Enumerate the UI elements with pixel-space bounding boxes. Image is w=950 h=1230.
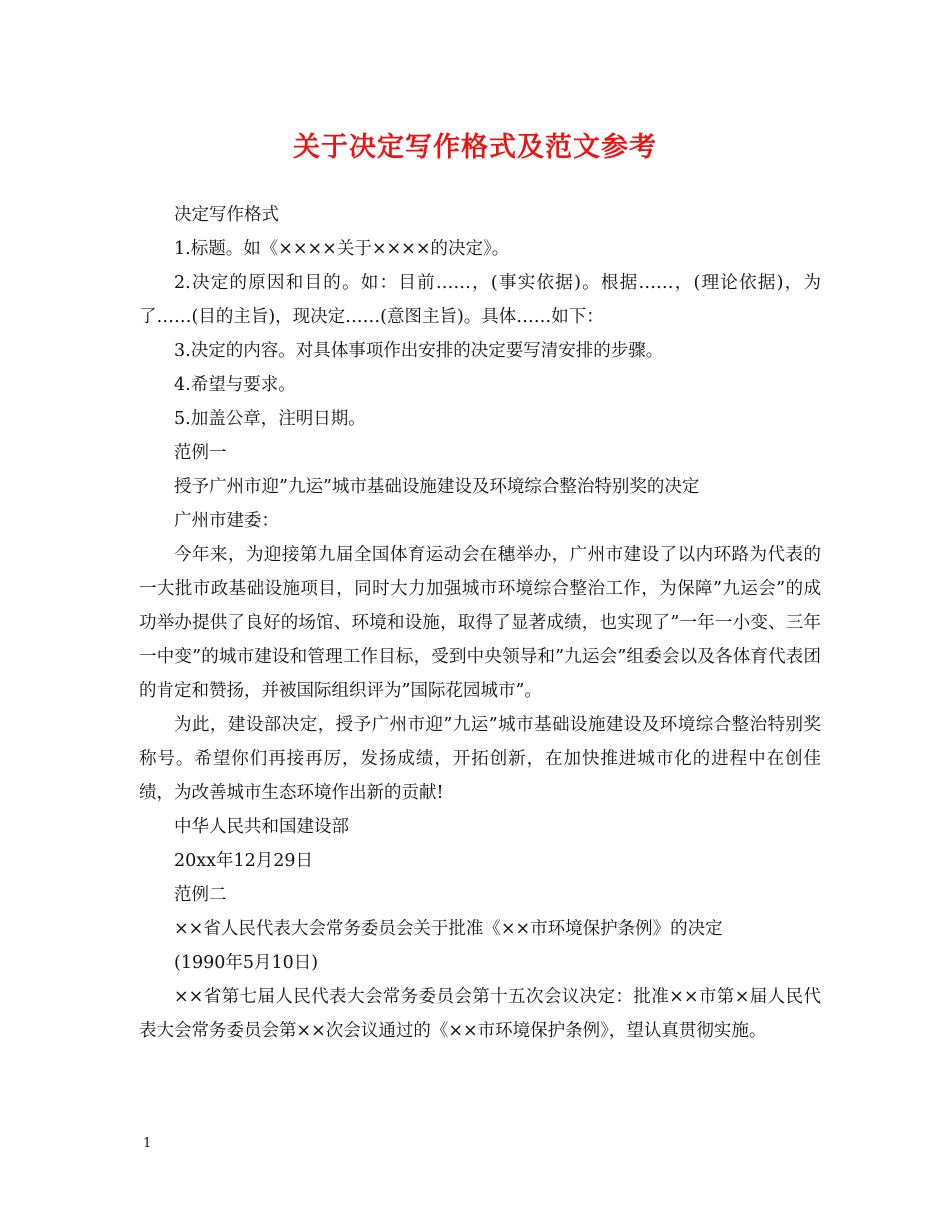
section-heading-format: 决定写作格式 bbox=[174, 205, 279, 225]
document-body bbox=[139, 198, 821, 1048]
example-2-body: ××省第七届人民代表大会常务委员会第十五次会议决定：批准××市第×届人民代表大会常务委员会第××次会议通过的《××市环境保护条例》，望认真贯彻实施。 bbox=[139, 987, 821, 1041]
example-1-issuer: 中华人民共和国建设部 bbox=[174, 817, 349, 837]
example-1-heading: 范例一 bbox=[174, 443, 227, 463]
example-2-title: ××省人民代表大会常务委员会关于批准《××市环境保护条例》的决定 bbox=[174, 919, 723, 939]
example-1-date: 20xx年12月29日 bbox=[174, 851, 314, 871]
example-2-heading: 范例二 bbox=[174, 885, 227, 905]
example-1-recipient: 广州市建委： bbox=[174, 511, 279, 531]
format-item-4: 4.希望与要求。 bbox=[174, 375, 296, 395]
format-item-5: 5.加盖公章，注明日期。 bbox=[174, 409, 366, 429]
example-1-title: 授予广州市迎”九运”城市基础设施建设及环境综合整治特别奖的决定 bbox=[174, 477, 700, 497]
example-2-date: (1990年5月10日) bbox=[174, 953, 319, 973]
page-number: 1 bbox=[143, 1136, 152, 1151]
format-item-3: 3.决定的内容。对具体事项作出安排的决定要写清安排的步骤。 bbox=[174, 341, 664, 361]
example-1-body-1: 今年来，为迎接第九届全国体育运动会在穗举办，广州市建设了以内环路为代表的一大批市政基础设施项目，同时大力加强城市环境综合整治工作，为保障”九运会”的成功举办提供了良好的场馆、环境和设施，取得了显著成绩，也实现了”一年一小变、三年一中变”的城市建设和管理工作目标，受到中央领导和”九运会”组委会以及各体育代表团的肯定和赞扬，并被国际组织评为”国际花园城市”。 bbox=[139, 545, 821, 701]
format-item-2: 2.决定的原因和目的。如：目前……，(事实依据)。根据……，(理论依据)，为了……(目的主旨)，现决定……(意图主旨)。具体……如下： bbox=[139, 273, 821, 327]
document-title: 关于决定写作格式及范文参考 bbox=[293, 132, 657, 163]
example-1-body-2: 为此，建设部决定，授予广州市迎”九运”城市基础设施建设及环境综合整治特别奖称号。希望你们再接再厉，发扬成绩，开拓创新，在加快推进城市化的进程中在创佳绩，为改善城市生态环境作出新的贡献! bbox=[139, 715, 821, 803]
format-item-1: 1.标题。如《××××关于××××的决定》。 bbox=[174, 239, 510, 259]
